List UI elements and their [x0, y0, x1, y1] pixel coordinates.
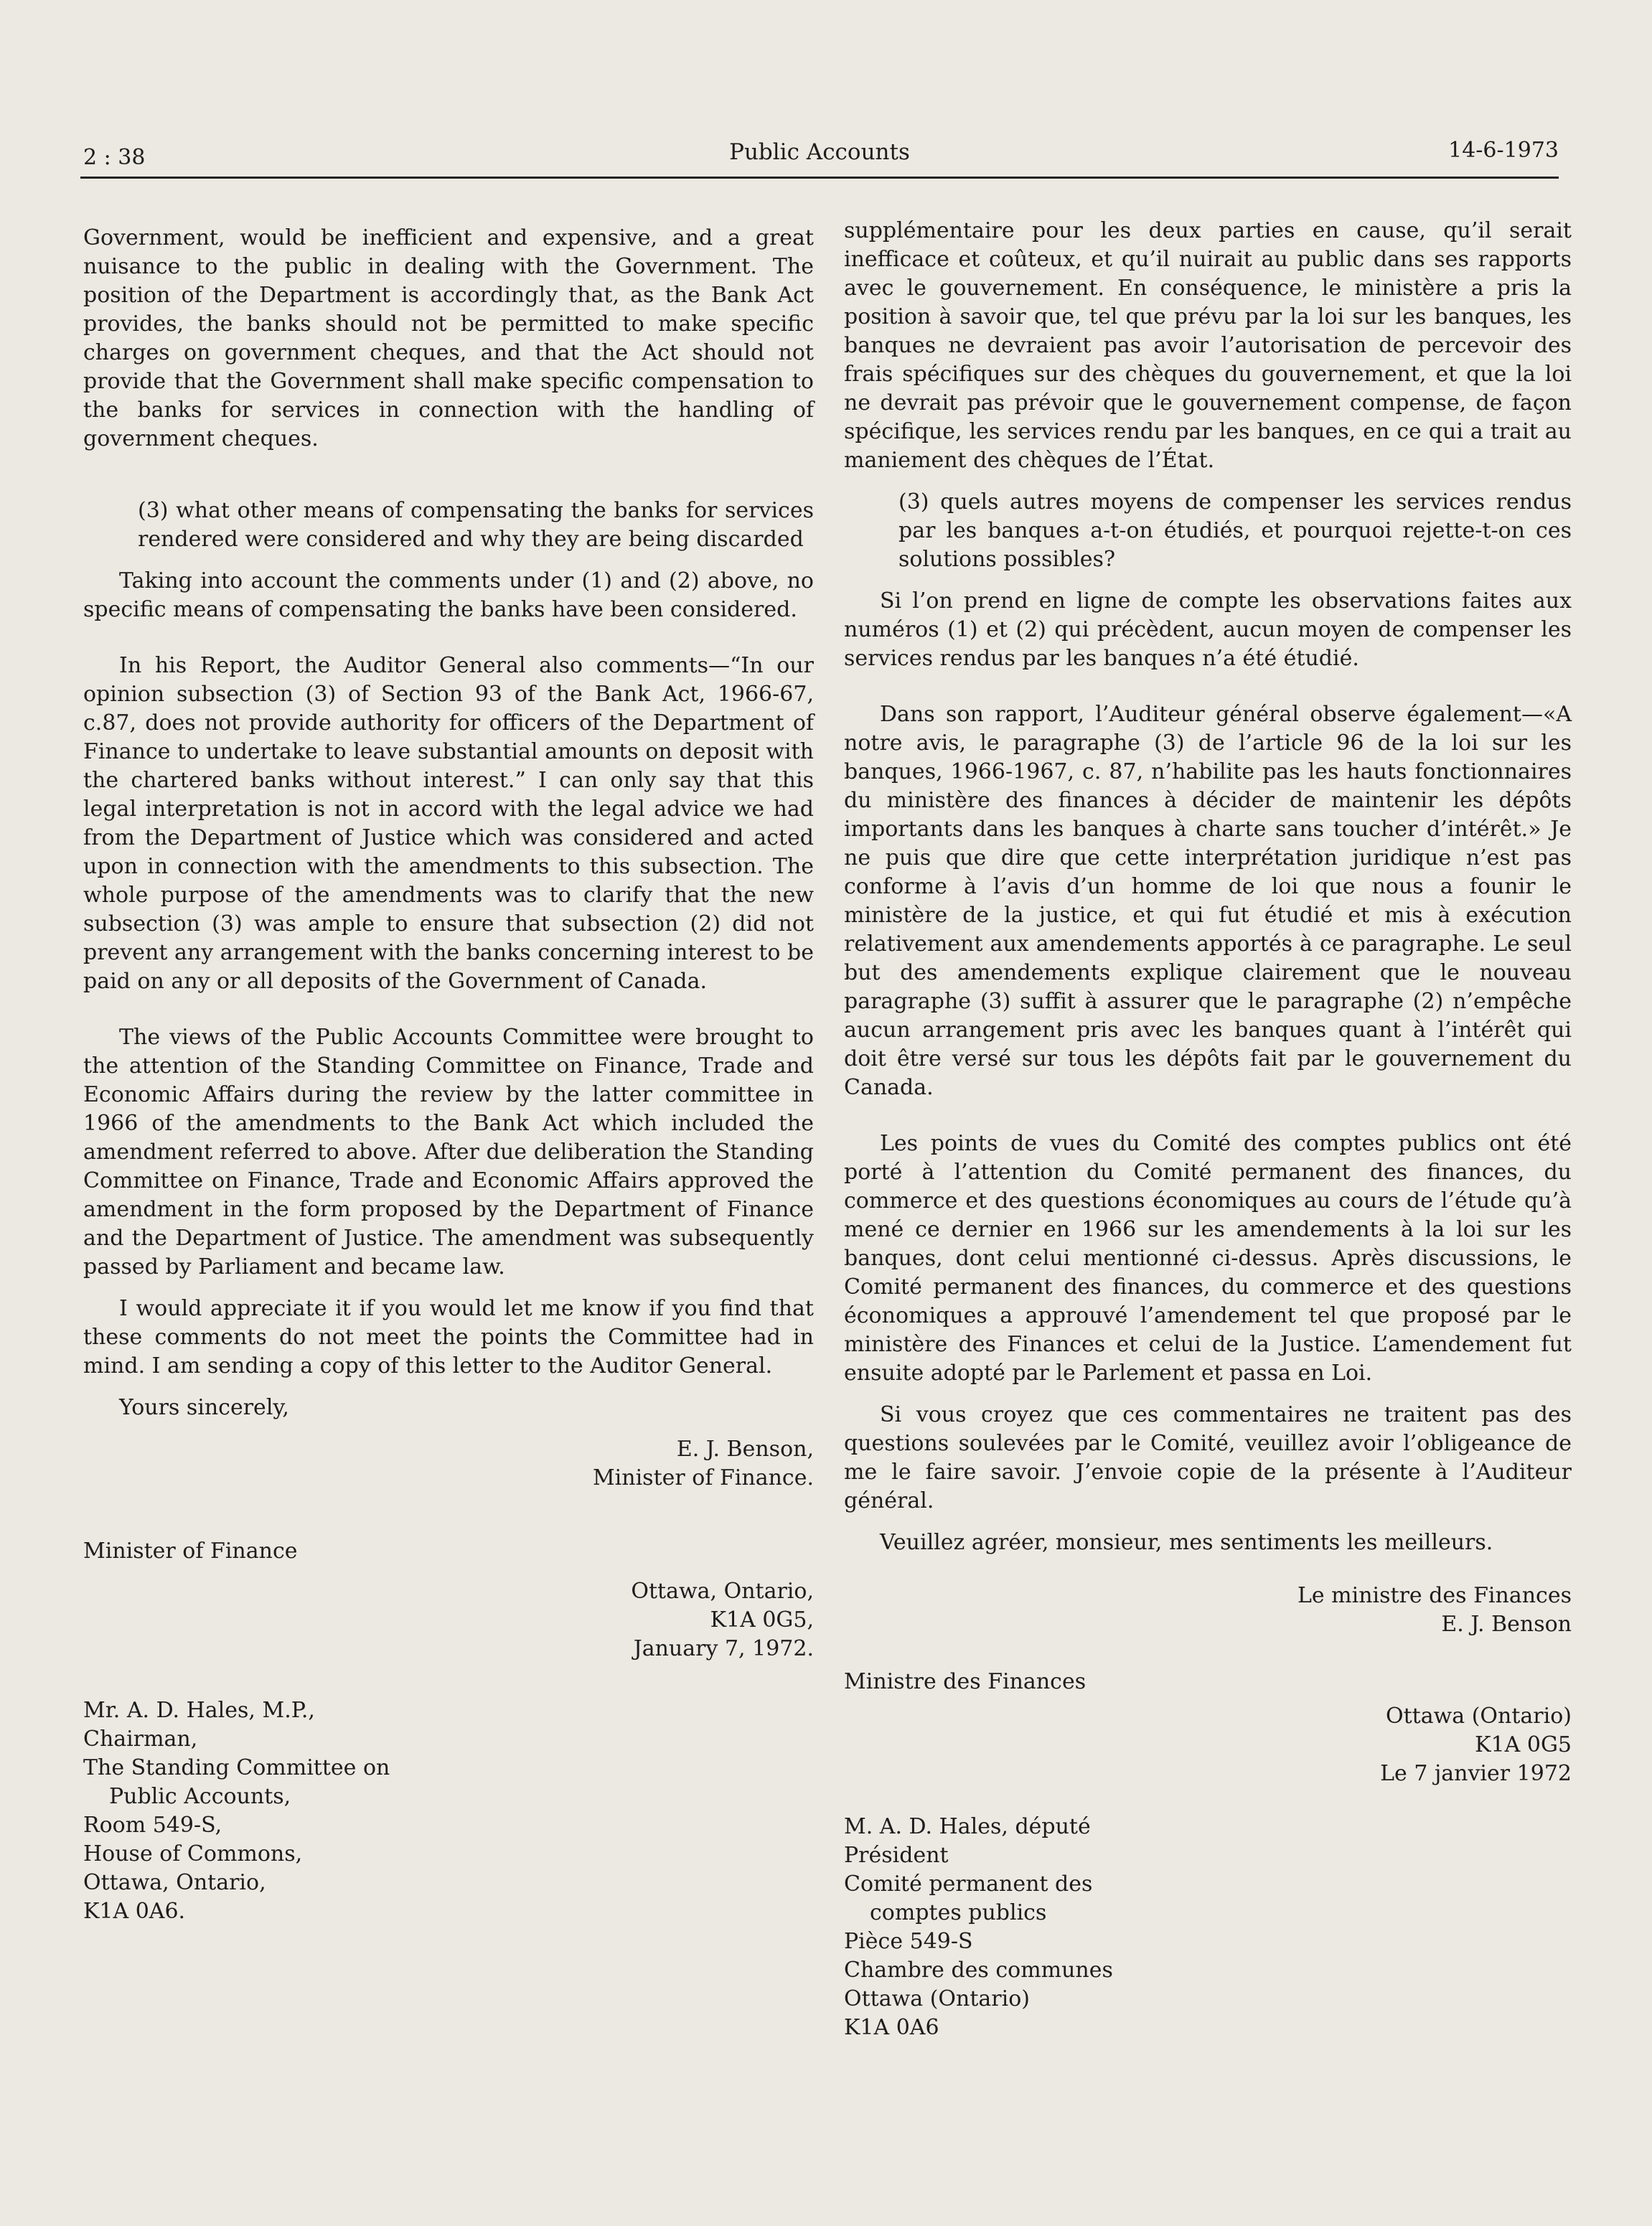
- address-line: Mr. A. D. Hales, M.P.,: [83, 1698, 315, 1723]
- english-auditor-paragraph: In his Report, the Auditor General also comments—“In our opinion subsection (3) of Section 93 of the Bank Act, 1966-67, c.87, does not provide authority for officers of the Department of Finance to undertake to leave substantial amounts on deposit with the chartered banks without interest.” I can only say that this legal interpretation is not in accord with the legal advice we had from the Department of Justice which was considered and acted upon in connection with the amendments to this subsection. The whole purpose of the amendments was to clarify that the new subsection (3) was ample to ensure that subsection (2) did not prevent any arrangement with the banks concerning interest to be paid on any or all deposits of the Government of Canada.: [83, 653, 814, 994]
- french-postal-code: K1A 0G5: [1475, 1732, 1572, 1757]
- french-auditor-paragraph: Dans son rapport, l’Auditeur général observe également—«A notre avis, le paragraphe (3) de l’article 96 de la loi sur les banques, 1966-1967, c. 87, n’habilite pas les hauts fonctionnaires du ministère des finances à décider de maintenir les dépôts importants dans les banques à charte sans toucher d’intérêt.» Je ne puis que dire que cette interprétation juridique n’est pas conforme à l’avis d’un homme de loi que nous a founir le ministère de la justice, et qui fut étudié et mis à exécution relativement aux amendements apportés à ce paragraphe. Le seul but des amendements explique clairement que le nouveau paragraphe (3) suffit à assurer que le paragraphe (2) n’empêche aucun arrangement pris avec les banques quant à l’intérêt qui doit être versé sur tous les dépôts fait par le gouvernement du Canada.: [844, 702, 1572, 1100]
- address-line: K1A 0A6: [844, 2015, 939, 2040]
- english-column: [83, 224, 814, 1926]
- french-closing: Veuillez agréer, monsieur, mes sentiments les meilleurs.: [880, 1530, 1493, 1555]
- french-column: [844, 217, 1572, 2042]
- header-date: 14-6-1973: [1448, 138, 1559, 163]
- address-line: Ottawa (Ontario): [844, 1986, 1030, 2011]
- english-answer-3: Taking into account the comments under (1) and (2) above, no specific means of compensating the banks have been considered.: [83, 568, 814, 622]
- english-signature-name: E. J. Benson,: [676, 1437, 814, 1462]
- english-address-block: [83, 1696, 814, 1926]
- french-address-block: [844, 1813, 1572, 2042]
- address-line: House of Commons,: [83, 1841, 303, 1866]
- address-line: Ottawa, Ontario,: [83, 1870, 266, 1895]
- english-question-3: (3) what other means of compensating the banks for services rendered were considered and why they are being discarded: [138, 498, 814, 552]
- page-number: 2 : 38: [83, 145, 146, 170]
- french-paragraph-continuation: supplémentaire pour les deux parties en cause, qu’il serait inefficace et coûteux, et qu’il nuirait au public dans ses rapports avec le gouvernement. En conséquence, le ministère a pris la position à savoir que, tel que prévu par la loi sur les banques, les banques ne devraient pas avoir l’autorisation de percevoir des frais spécifiques sur des chèques du gouvernement, et que la loi ne devrait pas prévoir que le gouvernement compense, de façon spécifique, les services rendu par les banques, en ce qui a trait au maniement des chèques de l’État.: [844, 218, 1572, 473]
- english-from-title: Minister of Finance: [83, 1539, 298, 1564]
- english-paragraph-continuation: Government, would be inefficient and expensive, and a great nuisance to the public in dealing with the Government. The position of the Department is accordingly that, as the Bank Act provides, the banks should not be permitted to make specific charges on government cheques, and that the Act should not provide that the Government shall make specific compensation to the banks for services in connection with the handling of government cheques.: [83, 225, 814, 451]
- english-views-paragraph: The views of the Public Accounts Committee were brought to the attention of the Standing Committee on Finance, Trade and Economic Affairs during the review by the latter committee in 1966 of the amendments to the Bank Act which included the amendment referred to above. After due deliberation the Standing Committee on Finance, Trade and Economic Affairs approved the amendment in the form proposed by the Department of Finance and the Department of Justice. The amendment was subsequently passed by Parliament and became law.: [83, 1025, 814, 1279]
- english-signature-title: Minister of Finance.: [592, 1465, 814, 1490]
- address-line: Room 549-S,: [83, 1813, 222, 1838]
- address-line: M. A. D. Hales, député: [844, 1814, 1091, 1839]
- address-line: Président: [844, 1843, 949, 1868]
- address-line: The Standing Committee on: [83, 1755, 390, 1780]
- french-answer-3: Si l’on prend en ligne de compte les observations faites aux numéros (1) et (2) qui précèdent, aucun moyen de compenser les services rendus par les banques n’a été étudié.: [844, 588, 1572, 671]
- address-line: Public Accounts,: [109, 1784, 291, 1809]
- french-question-3: (3) quels autres moyens de compenser les services rendus par les banques a-t-on étudiés, et pourquoi rejette-t-on ces solutions possibles?: [898, 489, 1572, 572]
- english-place: Ottawa, Ontario,: [631, 1579, 814, 1604]
- english-postal-code: K1A 0G5,: [710, 1607, 814, 1633]
- page-header: [80, 138, 1559, 179]
- french-date: Le 7 janvier 1972: [1380, 1761, 1572, 1786]
- french-signature-title: Le ministre des Finances: [1297, 1583, 1572, 1608]
- address-line: K1A 0A6.: [83, 1899, 186, 1924]
- french-from-title: Ministre des Finances: [844, 1669, 1087, 1694]
- address-line: comptes publics: [870, 1900, 1047, 1925]
- french-appreciate-paragraph: Si vous croyez que ces commentaires ne traitent pas des questions soulevées par le Comité, veuillez avoir l’obligeance de me le faire savoir. J’envoie copie de la présente à l’Auditeur général.: [844, 1402, 1572, 1513]
- english-date: January 7, 1972.: [633, 1636, 814, 1661]
- address-line: Comité permanent des: [844, 1872, 1093, 1897]
- french-signature-name: E. J. Benson: [1441, 1612, 1572, 1637]
- english-closing: Yours sincerely,: [119, 1395, 289, 1420]
- french-views-paragraph: Les points de vues du Comité des comptes publics ont été porté à l’attention du Comité permanent des finances, du commerce et des questions économiques au cours de l’étude qu’à mené ce dernier en 1966 sur les amendements à la loi sur les banques, dont celui mentionné ci-dessus. Après discussions, le Comité permanent des finances, du commerce et des questions économiques a approuvé l’amendement tel que proposé par le ministère des Finances et celui de la Justice. L’amendement fut ensuite adopté par le Parlement et passa en Loi.: [844, 1131, 1572, 1386]
- address-line: Chairman,: [83, 1727, 198, 1752]
- address-line: Chambre des communes: [844, 1958, 1113, 1983]
- english-appreciate-paragraph: I would appreciate it if you would let me know if you find that these comments do not meet the points the Committee had in mind. I am sending a copy of this letter to the Auditor General.: [83, 1296, 814, 1379]
- french-place: Ottawa (Ontario): [1386, 1704, 1572, 1729]
- address-line: Pièce 549-S: [844, 1929, 973, 1954]
- running-title: Public Accounts: [729, 139, 910, 165]
